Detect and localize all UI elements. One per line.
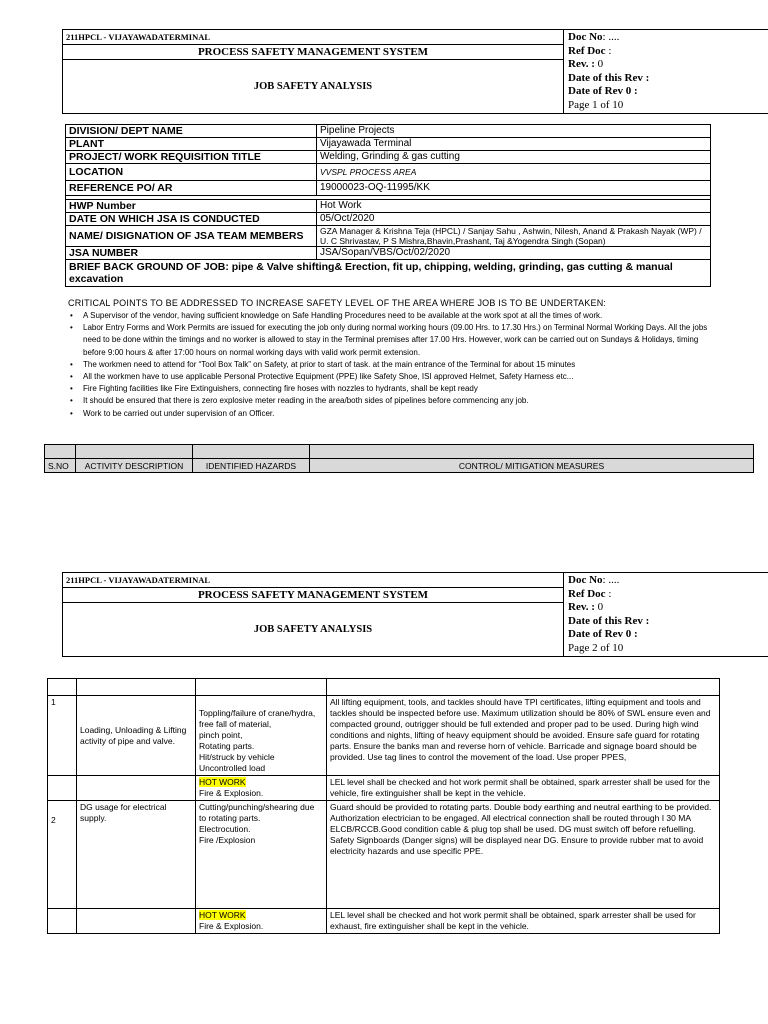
- activity-table: [47, 678, 720, 934]
- date-rev-label: Date of this Rev :: [568, 71, 650, 84]
- col-control: CONTROL/ MITIGATION MEASURES: [310, 459, 754, 473]
- hazard-item: Electrocution.: [199, 824, 251, 834]
- plant-label: PLANT: [66, 138, 317, 151]
- doc-no-label: Doc No: [568, 31, 603, 43]
- date-label: DATE ON WHICH JSA IS CONDUCTED: [66, 213, 317, 226]
- doc-no-value: : ....: [602, 31, 620, 43]
- page1-header: [62, 29, 768, 114]
- row-sno: 2: [48, 801, 77, 909]
- team-label: NAME/ DISIGNATION OF JSA TEAM MEMBERS: [66, 226, 317, 247]
- project-value: Welding, Grinding & gas cutting: [317, 151, 711, 164]
- list-item: • A Supervisor of the vendor, having sufficient knowledge on Safe Handling Procedures need to be available at the work spot at all the times of work.: [70, 310, 720, 322]
- ref-doc-label: Ref Doc: [568, 44, 606, 57]
- doc-title: JOB SAFETY ANALYSIS: [63, 603, 564, 657]
- list-item: • Labor Entry Forms and Work Permits are issued for executing the job only during normal working hours (09.00 Hrs. to 17.30 Hrs.) on Terminal Normal Working Days. All the jobs need to be done within the timings and no worker is allowed to stay in the Terminal premises after 17.00 Hrs. However, work can be carried out on Sundays & Holidays, timing before 9:00 hours & after 17:00 hours on normal working days with valid work permit extension.: [70, 322, 720, 359]
- rev-value: 0: [594, 601, 604, 613]
- rev-label: Rev. :: [568, 601, 595, 613]
- job-info-table: [65, 124, 711, 287]
- page-number: Page 2 of 10: [568, 641, 624, 654]
- row-control: LEL level shall be checked and hot work permit shall be obtained, spark arrester shall be used for the vehicle, fire extinguisher shall be kept in the vehicle.: [327, 776, 720, 801]
- hazard-item: Cutting/punching/shearing due to rotating parts.: [199, 802, 315, 823]
- division-label: DIVISION/ DEPT NAME: [66, 125, 317, 138]
- hazard-item: pinch point,: [199, 730, 243, 740]
- brief-background: BRIEF BACK GROUND OF JOB: pipe & Valve shifting& Erection, fit up, chipping, welding, grinding, gas cutting & manual excavation: [66, 260, 711, 287]
- list-item: • All the workmen have to use applicable Personal Protective Equipment (PPE) like Safety Shoe, ISI approved Helmet, Safety Harness etc...: [70, 371, 720, 383]
- doc-no-label: Doc No: [568, 574, 603, 586]
- location-label: LOCATION: [66, 164, 317, 181]
- rev-value: 0: [594, 58, 604, 70]
- row-control: LEL level shall be checked and hot work permit shall be obtained, spark arrester shall be used for exhaust, fire extinguisher shall be kept in the vehicle.: [327, 909, 720, 934]
- system-title: PROCESS SAFETY MANAGEMENT SYSTEM: [63, 587, 564, 603]
- jsa-number-value: JSA/Sopan/VBS/Oct/02/2020: [317, 247, 711, 260]
- col-sno: S.NO: [45, 459, 76, 473]
- col-hazards: IDENTIFIED HAZARDS: [193, 459, 310, 473]
- row-sno: [48, 909, 77, 934]
- row-activity: DG usage for electrical supply.: [77, 801, 196, 909]
- plant-value: Vijayawada Terminal: [317, 138, 711, 151]
- critical-points-heading: CRITICAL POINTS TO BE ADDRESSED TO INCREASE SAFETY LEVEL OF THE AREA WHERE JOB IS TO BE UNDERTAKEN:: [68, 298, 607, 308]
- table-row: [48, 696, 720, 776]
- location-value: VVSPL PROCESS AREA: [317, 164, 711, 181]
- ref-doc-label: Ref Doc: [568, 587, 606, 600]
- reference-label: REFERENCE PO/ AR: [66, 181, 317, 196]
- team-value: GZA Manager & Krishna Teja (HPCL) / Sanjay Sahu , Ashwin, Nilesh, Anand & Prakash Nayak (WP) / U. C Shrivastav, P S Mishra,Bhavin,Prashant, Taj &Yogendra Singh (Sopan): [317, 226, 711, 247]
- jsa-number-label: JSA NUMBER: [66, 247, 317, 260]
- doc-title: JOB SAFETY ANALYSIS: [63, 60, 564, 114]
- row-control: All lifting equipment, tools, and tackles should have TPI certificates, lifting equipment and tools and tackles should be inspected before use. Maximum utilization should be 80% of SWL ensure even and compacted ground, outrigger should be full extended and proper pad to be used. During high wind conditions and nights, lifting of heavy equipment should be avoided. Ensure safe guard for rotating parts. Ensure the banks man and reverse horn of vehicle. Barricade and signage board should be provided. Use tag lines to control the movement of the load. Use proper PPES,: [327, 696, 720, 776]
- list-item: • Fire Fighting facilities like Fire Extinguishers, connecting fire hoses with nozzles to hydrants, shall be kept ready: [70, 383, 720, 395]
- doc-control-box: [564, 30, 768, 114]
- table-row: [48, 909, 720, 934]
- hazard-item: Fire & Explosion.: [199, 921, 264, 931]
- hot-work-tag: HOT WORK: [199, 910, 246, 920]
- row-hazards: [196, 776, 327, 801]
- company-name: 211HPCL - VIJAYAWADATERMINAL: [63, 573, 564, 588]
- row-sno: 1: [48, 696, 77, 776]
- hazard-item: Fire & Explosion.: [199, 788, 264, 798]
- activity-header-table: [44, 444, 754, 473]
- date-value: 05/Oct/2020: [317, 213, 711, 226]
- doc-no-value: : ....: [602, 574, 620, 586]
- hot-work-tag: HOT WORK: [199, 777, 246, 787]
- critical-points-list: [70, 310, 720, 420]
- hwp-value: Hot Work: [317, 200, 711, 213]
- page2-header: [62, 572, 768, 657]
- hazard-item: Hit/struck by vehicle: [199, 752, 275, 762]
- ref-doc-value: :: [605, 44, 612, 57]
- date-rev0-label: Date of Rev 0 :: [568, 628, 638, 640]
- hazard-item: Uncontrolled load: [199, 763, 266, 773]
- date-rev0-label: Date of Rev 0 :: [568, 85, 638, 97]
- project-label: PROJECT/ WORK REQUISITION TITLE: [66, 151, 317, 164]
- row-hazards: [196, 909, 327, 934]
- date-rev-label: Date of this Rev :: [568, 614, 650, 627]
- division-value: Pipeline Projects: [317, 125, 711, 138]
- system-title: PROCESS SAFETY MANAGEMENT SYSTEM: [63, 44, 564, 60]
- table-row: [48, 776, 720, 801]
- col-activity: ACTIVITY DESCRIPTION: [76, 459, 193, 473]
- row-hazards: [196, 696, 327, 776]
- row-sno: [48, 776, 77, 801]
- reference-value: 19000023-OQ-11995/KK: [317, 181, 711, 196]
- hazard-item: free fall of material,: [199, 719, 272, 729]
- page-number: Page 1 of 10: [568, 98, 624, 111]
- company-name: 211HPCL - VIJAYAWADATERMINAL: [63, 30, 564, 45]
- list-item: • The workmen need to attend for “Tool Box Talk” on Safety, at prior to start of task. at the main entrance of the Terminal for about 15 minutes: [70, 359, 720, 371]
- row-hazards: [196, 801, 327, 909]
- hazard-item: Toppling/failure of crane/hydra,: [199, 708, 316, 718]
- list-item: • Work to be carried out under supervision of an Officer.: [70, 408, 720, 420]
- hazard-item: Rotating parts.: [199, 741, 255, 751]
- row-control: Guard should be provided to rotating parts. Double body earthing and neutral earthing to be provided. Authorization electrician to be engaged. All electrical connection shall be routed through I 30 MA ELCB/RCCB.Good condition cable & plug top shall be used. DG must switch off before refuelling. Safety Signboards (Danger signs) will be displayed near DG. Ensure to provide rubber mat to avoid electricity hazards and use specific PPE.: [327, 801, 720, 909]
- hazard-item: Fire /Explosion: [199, 835, 256, 845]
- list-item: • It should be ensured that there is zero explosive meter reading in the area/both sides of pipelines before commencing any job.: [70, 395, 720, 407]
- row-activity: Loading, Unloading & Lifting activity of pipe and valve.: [77, 696, 196, 776]
- rev-label: Rev. :: [568, 58, 595, 70]
- row-activity: [77, 776, 196, 801]
- table-row: [48, 801, 720, 909]
- hwp-label: HWP Number: [66, 200, 317, 213]
- ref-doc-value: :: [605, 587, 612, 600]
- row-activity: [77, 909, 196, 934]
- doc-control-box: [564, 573, 768, 657]
